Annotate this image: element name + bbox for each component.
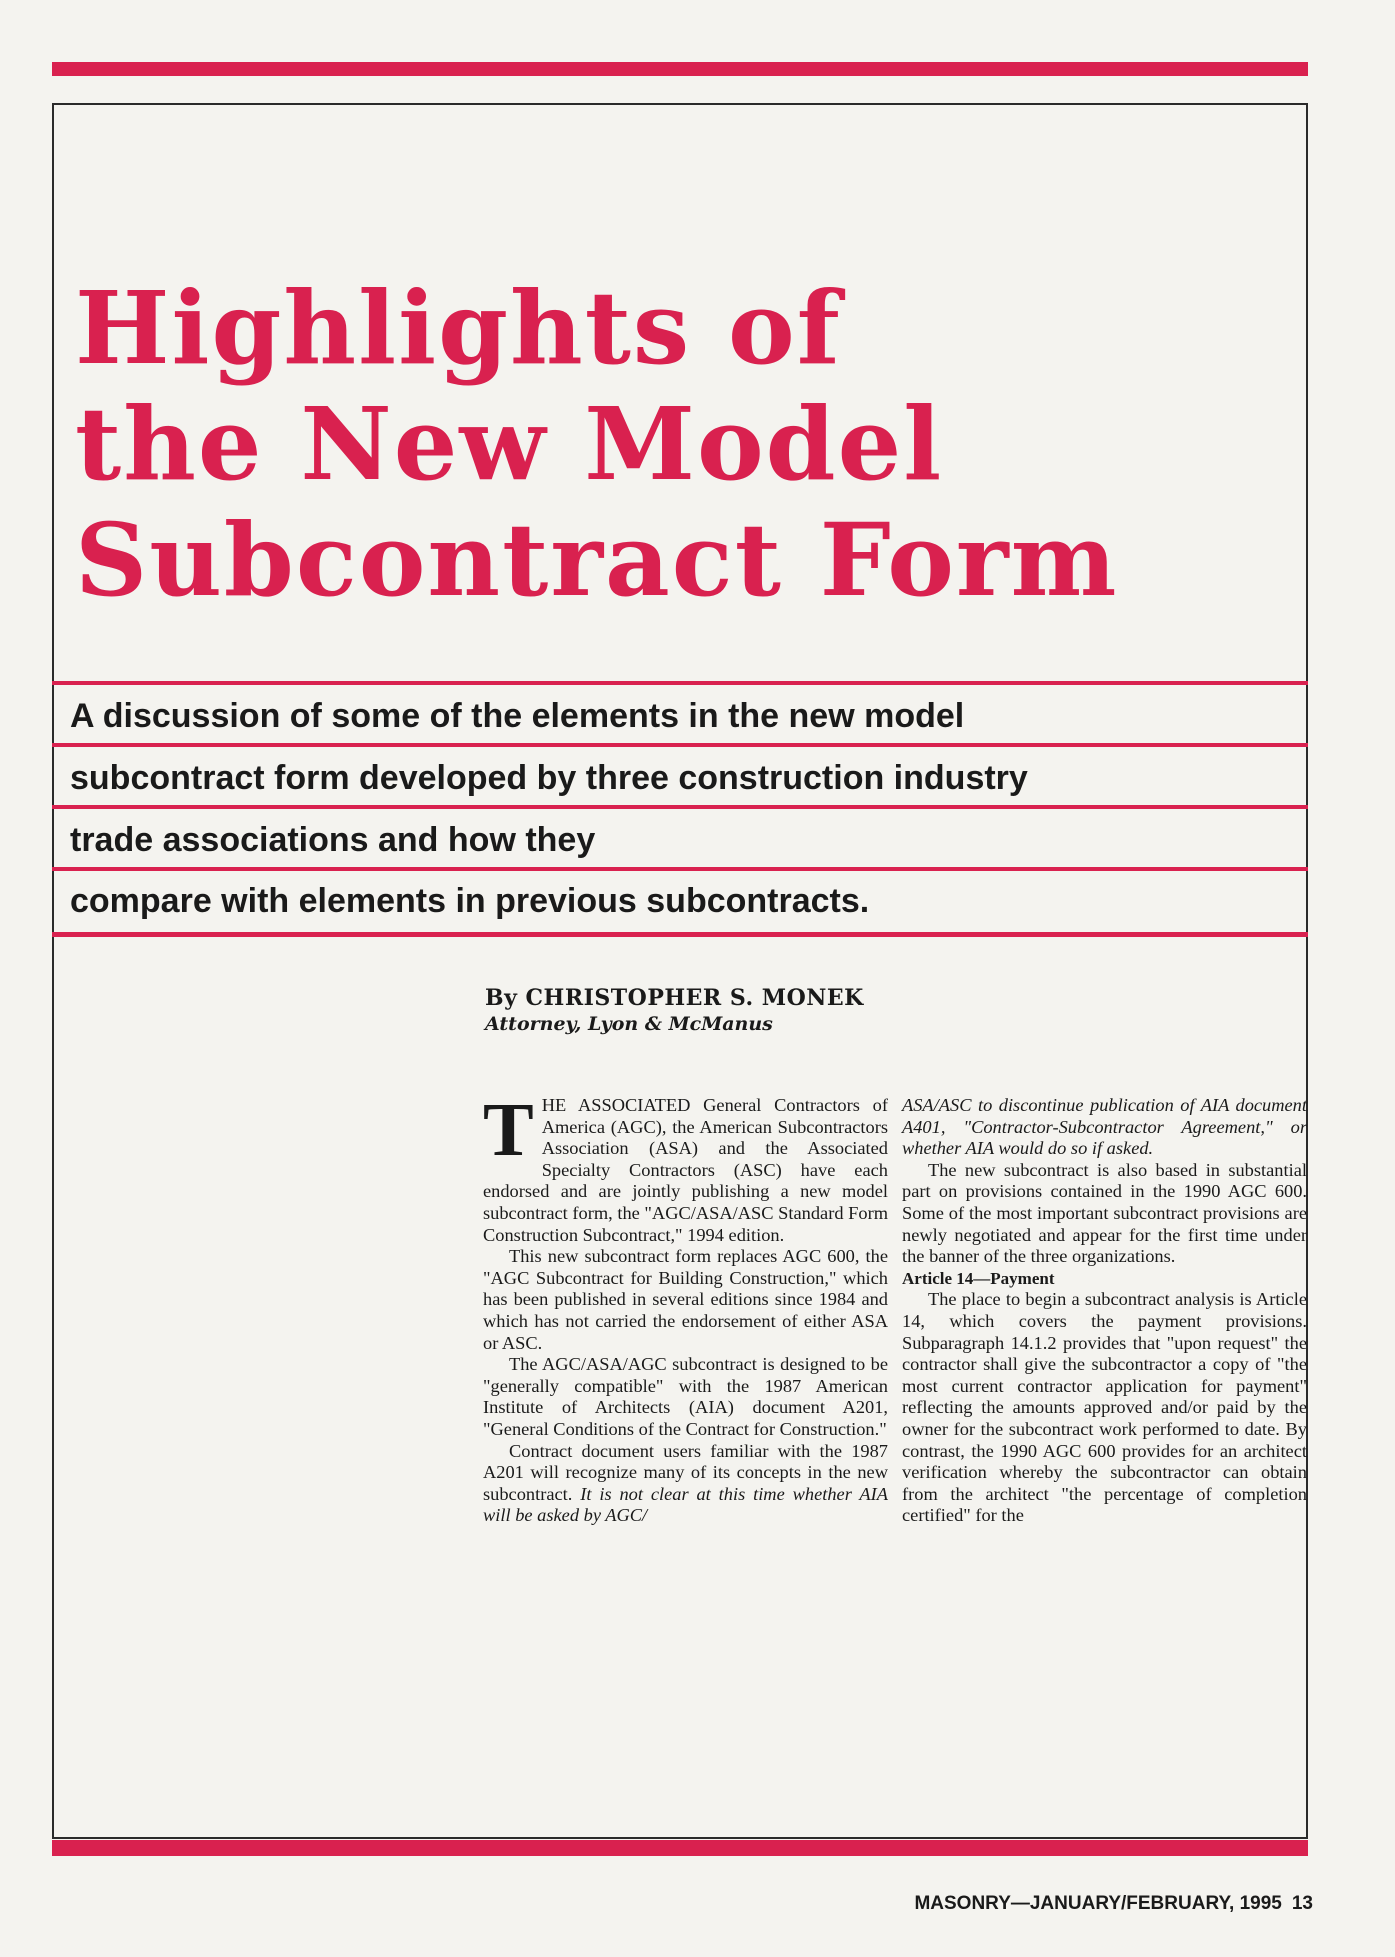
publication-name: MASONRY—JANUARY/FEBRUARY, 1995 (914, 1893, 1282, 1914)
deck-rule-3 (52, 805, 1308, 809)
paragraph (483, 1441, 888, 1527)
deck-rule-2 (52, 743, 1308, 747)
paragraph: The place to begin a subcontract analysis is Article 14, which covers the payment provisions. Subparagraph 14.1.2 provides that "upon request" the contractor shall give the subcontractor a copy of "the most current contractor application for payment" reflecting the amounts approved and/or paid by the owner for the subcontract work performed to date. By contrast, the 1990 AGC 600 provides for an architect verification whereby the subcontractor can obtain from the architect "the percentage of completion certified" for the (902, 1289, 1307, 1526)
body-column-1 (483, 1088, 888, 1527)
deck-line-2: subcontract form developed by three construction industry (70, 759, 1028, 797)
paragraph (483, 1088, 888, 1246)
body-column-2 (902, 1095, 1307, 1527)
headline (75, 270, 1305, 618)
deck-rule-5 (52, 932, 1308, 937)
paragraph: The AGC/ASA/AGC subcontract is designed to be "generally compatible" with the 1987 American Institute of Architects (AIA) document A201, "General Conditions of the Contract for Construction." (483, 1354, 888, 1439)
headline-line-2: the New Model (75, 385, 944, 503)
page-number: 13 (1291, 1893, 1313, 1914)
paragraph: The new subcontract is also based in substantial part on provisions contained in the 1990 AGC 600. Some of the most important subcontract provisions are newly negotiated and appear for the first time under the banner of the three organizations. (902, 1159, 1307, 1267)
deck-line-3: trade associations and how they (70, 821, 596, 859)
author-name: By CHRISTOPHER S. MONEK (485, 985, 864, 1011)
byline (485, 985, 864, 1035)
paragraph: This new subcontract form replaces AGC 600, the "AGC Subcontract for Building Construction," which has been published in several editions since 1984 and which has not carried the endorsement of either ASA or ASC. (483, 1246, 888, 1353)
paragraph-text: Contract document users familiar with the 1987 A201 will recognize many of its concepts in the new subcontract. (483, 1440, 888, 1504)
bottom-red-rule (52, 1840, 1308, 1856)
headline-line-3: Subcontract Form (75, 501, 1119, 619)
author-affiliation: Attorney, Lyon & McManus (485, 1013, 773, 1035)
deck-line-1: A discussion of some of the elements in the new model (70, 697, 965, 735)
paragraph-italic-text: It is not clear at this time whether AIA will be asked by AGC/ (483, 1483, 888, 1526)
section-heading: Article 14—Payment (902, 1268, 1055, 1288)
deck-rule-4 (52, 867, 1308, 871)
headline-line-1: Highlights of (75, 269, 842, 387)
deck-rule-1 (52, 681, 1308, 685)
page-footer (914, 1893, 1313, 1915)
paragraph: ASA/ASC to discontinue publication of AIA document A401, "Contractor-Subcontractor Agreement," or whether AIA would do so if asked. (902, 1095, 1307, 1159)
deck-line-4: compare with elements in previous subcontracts. (70, 882, 870, 920)
paragraph-text: HE ASSOCIATED General Contractors of America (AGC), the American Subcontractors Association (ASA) and the Associated Specialty Contractors (ASC) have each endorsed and are jointly publishing a new model subcontract form, the "AGC/ASA/ASC Standard Form Construction Subcontract," 1994 edition. (483, 1095, 888, 1245)
drop-cap: T (483, 1088, 534, 1172)
top-red-rule (52, 62, 1308, 76)
